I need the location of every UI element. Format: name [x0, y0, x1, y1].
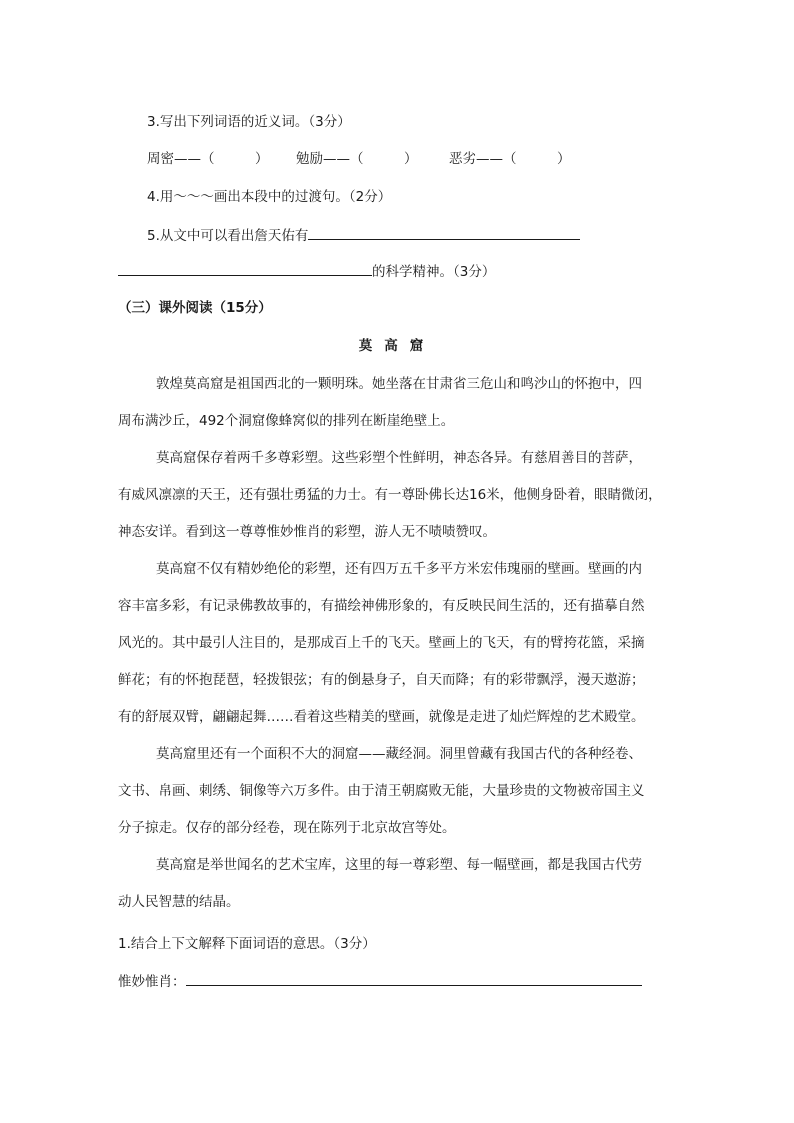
article-line: 莫高窟里还有一个面积不大的洞窟——藏经洞。洞里曾藏有我国古代的各种经卷、	[156, 746, 642, 762]
article-line: 有威风凛凛的天王，还有强壮勇猛的力士。有一尊卧佛长达16米，他侧身卧着，眼睛微闭，	[118, 487, 662, 503]
article-line: 容丰富多彩，有记录佛教故事的，有描绘神佛形象的，有反映民间生活的，还有描摹自然	[118, 598, 645, 614]
article-line: 鲜花；有的怀抱琵琶，轻拨银弦；有的倒悬身子，自天而降；有的彩带飘浮，漫天遨游；	[118, 672, 645, 688]
answer-blank-q5a[interactable]	[308, 225, 580, 240]
question-1-line	[118, 971, 642, 992]
answer-blank-q5b[interactable]	[118, 261, 372, 276]
question-5-line-1	[147, 225, 580, 246]
synonym-item-2: 勉励——（ ）	[296, 151, 418, 167]
article-line: 神态安详。看到这一尊尊惟妙惟肖的彩塑，游人无不啧啧赞叹。	[118, 524, 496, 540]
question-4: 4.用～～～画出本段中的过渡句。（2分）	[147, 189, 392, 205]
article-line: 周布满沙丘，492个洞窟像蜂窝似的排列在断崖绝壁上。	[118, 413, 455, 429]
article-line: 动人民智慧的结晶。	[118, 894, 240, 910]
question-5-suffix: 的科学精神。（3分）	[372, 264, 496, 280]
synonym-item-3: 恶劣——（ ）	[449, 151, 571, 167]
synonym-item-1: 周密——（ ）	[147, 151, 269, 167]
article-line: 分子掠走。仅存的部分经卷，现在陈列于北京故宫等处。	[118, 820, 456, 836]
question-1-title: 1.结合上下文解释下面词语的意思。（3分）	[118, 936, 376, 952]
answer-blank-q1[interactable]	[186, 971, 642, 986]
question-1-word: 惟妙惟肖：	[118, 974, 186, 990]
article-line: 风光的。其中最引人注目的，是那成百上千的飞天。壁画上的飞天，有的臂挎花篮，采摘	[118, 635, 645, 651]
question-5-line-2	[118, 261, 495, 282]
article-line: 敦煌莫高窟是祖国西北的一颗明珠。她坐落在甘肃省三危山和鸣沙山的怀抱中，四	[156, 376, 642, 392]
section-3-heading: （三）课外阅读（15分）	[118, 300, 272, 316]
article-line: 文书、帛画、刺绣、铜像等六万多件。由于清王朝腐败无能，大量珍贵的文物被帝国主义	[118, 783, 645, 799]
article-title: 莫高窟	[358, 338, 436, 354]
article-line: 莫高窟保存着两千多尊彩塑。这些彩塑个性鲜明，神态各异。有慈眉善目的菩萨，	[156, 450, 642, 466]
article-line: 莫高窟是举世闻名的艺术宝库，这里的每一尊彩塑、每一幅壁画，都是我国古代劳	[156, 857, 642, 873]
article-line: 莫高窟不仅有精妙绝伦的彩塑，还有四万五千多平方米宏伟瑰丽的壁画。壁画的内	[156, 561, 642, 577]
question-5-prompt: 5.从文中可以看出詹天佑有	[147, 228, 309, 244]
question-3-title: 3.写出下列词语的近义词。（3分）	[147, 114, 351, 130]
article-line: 有的舒展双臂，翩翩起舞……看着这些精美的壁画，就像是走进了灿烂辉煌的艺术殿堂。	[118, 709, 645, 725]
